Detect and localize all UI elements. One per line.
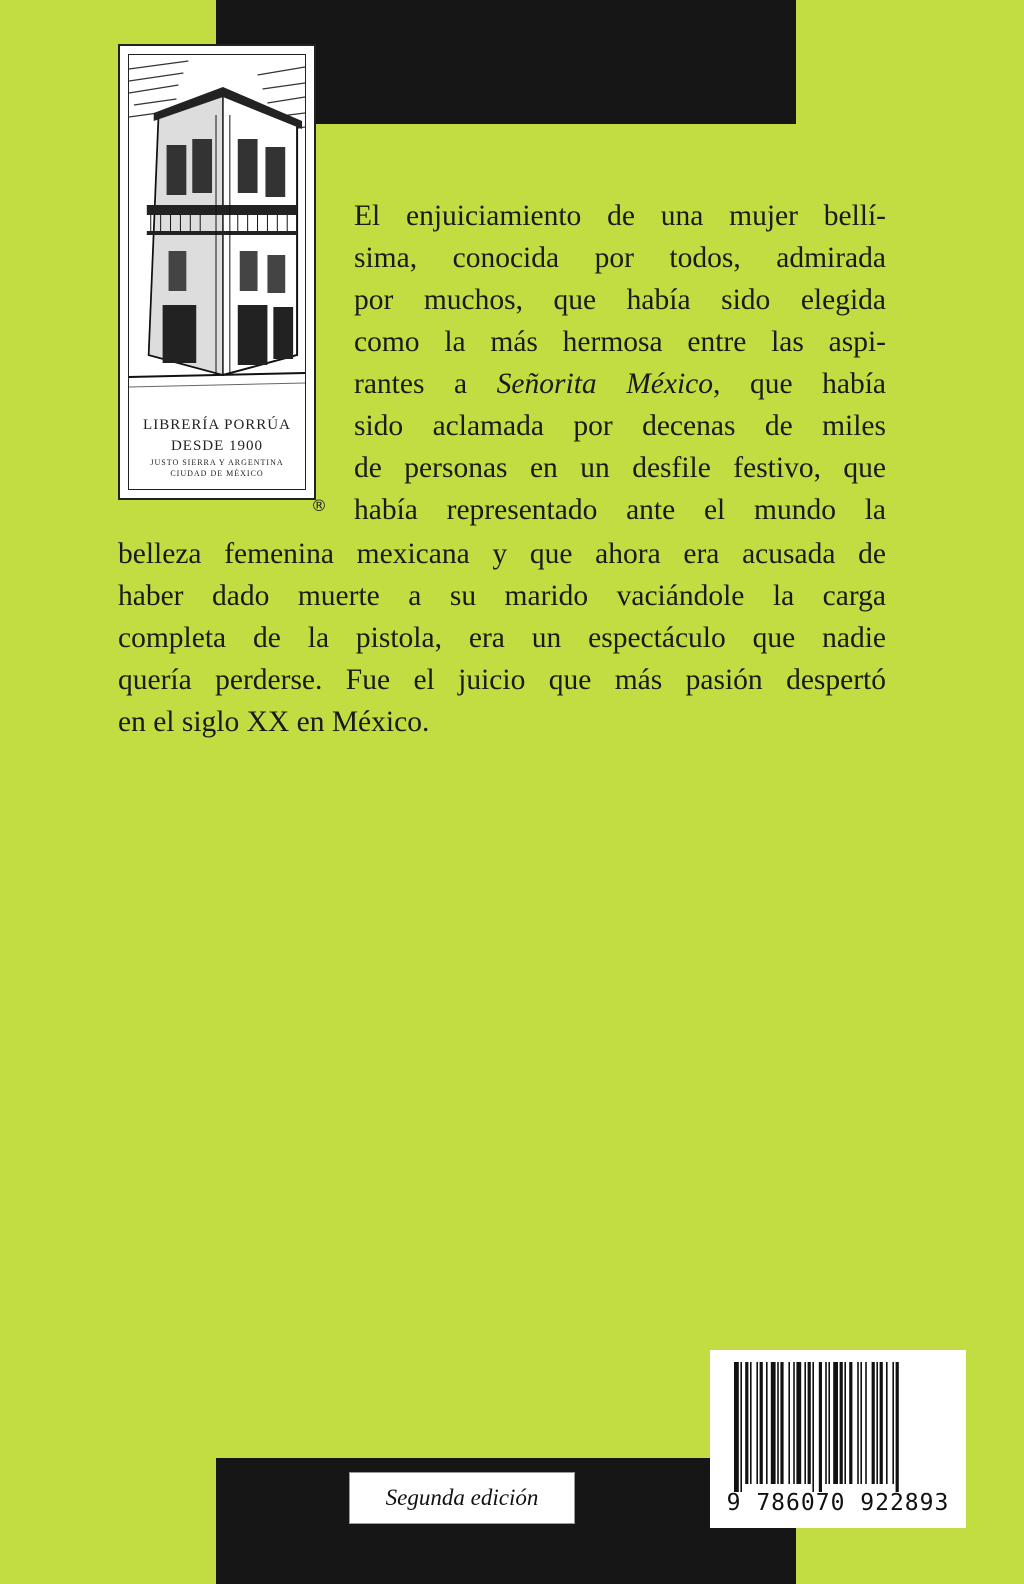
barcode-bar bbox=[860, 1362, 862, 1484]
barcode-bar bbox=[812, 1362, 814, 1492]
blurb-top-column bbox=[354, 195, 886, 531]
barcode-bar bbox=[880, 1362, 883, 1484]
blurb-line: como la más hermosa entre las aspi- bbox=[354, 326, 886, 358]
blurb-line: quería perderse. Fue el juicio que más pasión despertó bbox=[118, 664, 886, 696]
barcode-bar bbox=[771, 1362, 776, 1484]
logo-name: LIBRERÍA PORRÚA bbox=[143, 417, 291, 433]
logo-address: JUSTO SIERRA Y ARGENTINA bbox=[150, 458, 284, 467]
logo-frame bbox=[128, 54, 306, 490]
edition-label-box bbox=[349, 1472, 575, 1524]
barcode-bar bbox=[766, 1362, 768, 1484]
blurb-line: belleza femenina mexicana y que ahora era acusada de bbox=[118, 538, 886, 570]
barcode-bar bbox=[825, 1362, 827, 1484]
blurb-line: sima, conocida por todos, admirada bbox=[354, 242, 886, 274]
barcode-bar bbox=[819, 1362, 822, 1492]
barcode-bar bbox=[793, 1362, 795, 1484]
blurb-line: por muchos, que había sido elegida bbox=[354, 284, 886, 316]
blurb-line: El enjuiciamiento de una mujer bellí- bbox=[354, 200, 886, 232]
barcode-bar bbox=[865, 1362, 867, 1484]
bookstore-building-icon bbox=[129, 55, 305, 405]
barcode-bar bbox=[734, 1362, 739, 1492]
blurb-line: en el siglo XX en México. bbox=[118, 706, 430, 738]
barcode-bar bbox=[804, 1362, 806, 1484]
blurb-line: había representado ante el mundo la bbox=[354, 494, 886, 526]
barcode-bars bbox=[732, 1362, 944, 1492]
blurb-text: rantes a bbox=[354, 368, 497, 400]
barcode-bar bbox=[876, 1362, 878, 1484]
barcode-bar bbox=[828, 1362, 830, 1484]
blurb-text: , que había bbox=[713, 368, 886, 400]
barcode-bar bbox=[892, 1362, 894, 1484]
barcode-bar bbox=[740, 1362, 742, 1492]
barcode-bar bbox=[777, 1362, 779, 1484]
barcode-bar bbox=[844, 1362, 846, 1484]
blurb-full-column bbox=[118, 533, 886, 743]
barcode-digits: 9 786070 922893 bbox=[726, 1490, 950, 1516]
logo-caption bbox=[129, 415, 305, 479]
barcode-bar bbox=[788, 1362, 790, 1484]
barcode-bar bbox=[840, 1362, 843, 1484]
barcode-bar bbox=[833, 1362, 838, 1484]
edition-label: Segunda edición bbox=[385, 1485, 539, 1510]
blurb-line: completa de la pistola, era un espectáculo que nadie bbox=[118, 622, 886, 654]
barcode-bar bbox=[857, 1362, 859, 1484]
blurb-italic-title: Señorita México bbox=[496, 368, 714, 400]
barcode-bar bbox=[886, 1362, 888, 1484]
registered-mark: ® bbox=[311, 496, 327, 515]
barcode bbox=[710, 1350, 966, 1528]
barcode-bar bbox=[796, 1362, 801, 1484]
barcode-bar bbox=[745, 1362, 748, 1484]
blurb-line: de personas en un desfile festivo, que bbox=[354, 452, 886, 484]
barcode-bar bbox=[896, 1362, 899, 1492]
blurb-line bbox=[354, 363, 886, 405]
publisher-logo bbox=[118, 44, 316, 500]
barcode-bar bbox=[780, 1362, 783, 1484]
barcode-bar bbox=[808, 1362, 811, 1484]
barcode-bar bbox=[756, 1362, 758, 1484]
blurb-line: sido aclamada por decenas de miles bbox=[354, 410, 886, 442]
logo-since: DESDE 1900 bbox=[170, 438, 264, 454]
barcode-bar bbox=[760, 1362, 763, 1484]
barcode-bar bbox=[750, 1362, 752, 1484]
barcode-bar bbox=[872, 1362, 875, 1484]
blurb-line: haber dado muerte a su marido vaciándole la carga bbox=[118, 580, 886, 612]
logo-city: CIUDAD DE MÉXICO bbox=[170, 469, 264, 478]
barcode-bar bbox=[849, 1362, 852, 1484]
